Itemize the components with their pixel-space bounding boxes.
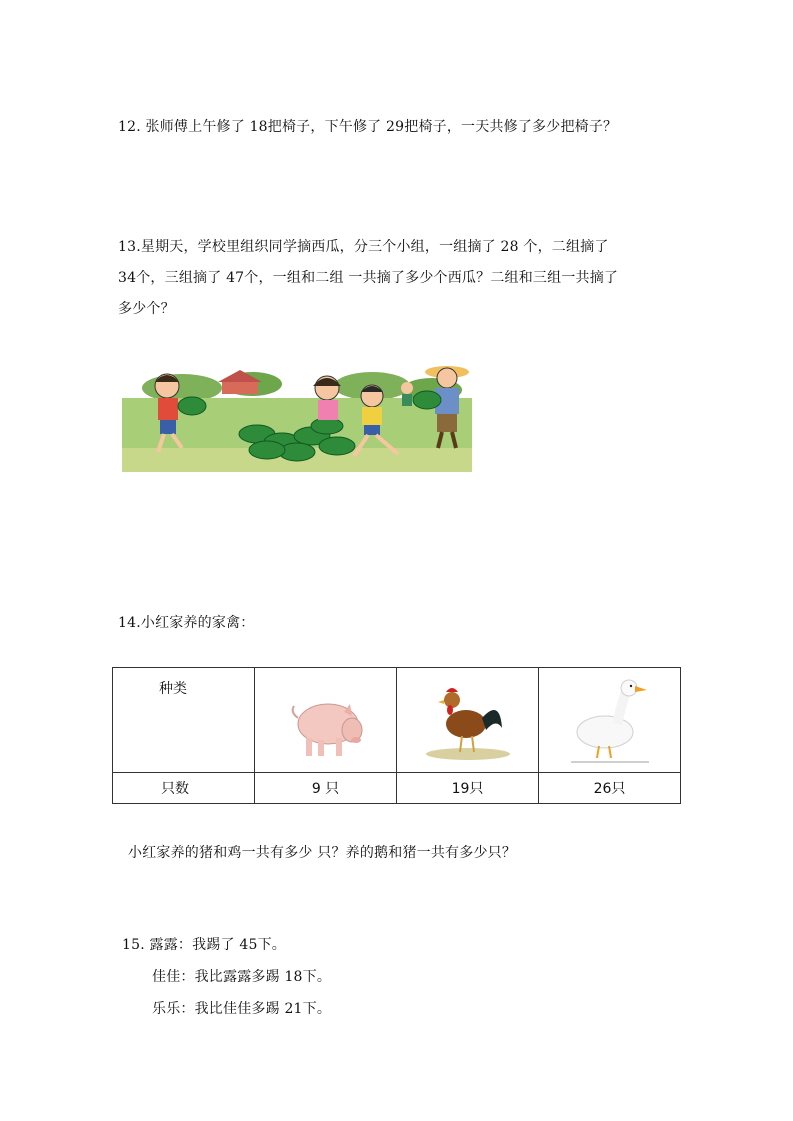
count-header-cell [113, 773, 255, 804]
question-13-line-2: 34个，三组摘了 47个，一组和二组 一共摘了多少个西瓜？二组和三组一共摘了 [118, 270, 619, 286]
table-row [113, 668, 681, 773]
pig-icon [286, 668, 366, 768]
table-header-cell [113, 668, 255, 773]
count-label: 只数 [161, 781, 189, 797]
rooster-count: 19只 [397, 773, 539, 804]
goose-count: 26只 [539, 773, 681, 804]
poultry-table [112, 667, 681, 804]
rooster-icon [420, 668, 516, 768]
watermelon-picking-illustration [122, 358, 472, 472]
question-14-text: 小红家养的猪和鸡一共有多少 只？养的鹅和猪一共有多少只？ [128, 845, 517, 861]
goose-icon [565, 668, 655, 768]
question-15-line-3: 乐乐：我比佳佳多踢 21下。 [152, 1001, 332, 1017]
question-15-line-2: 佳佳：我比露露多踢 18下。 [152, 969, 332, 985]
question-12: 12. 张师傅上午修了 18把椅子，下午修了 29把椅子，一天共修了多少把椅子？ [118, 119, 618, 135]
pig-cell [255, 668, 397, 773]
goose-cell [539, 668, 681, 773]
question-13-line-1: 13.星期天，学校里组织同学摘西瓜，分三个小组，一组摘了 28 个，二组摘了 [118, 239, 609, 255]
pig-count: 9 只 [255, 773, 397, 804]
question-14-title: 14.小红家养的家禽： [118, 615, 255, 631]
watermelon-scene-icon [122, 358, 472, 472]
species-label: 种类 [159, 681, 187, 697]
table-row [113, 773, 681, 804]
question-13-line-3: 多少个？ [118, 301, 175, 317]
question-15-line-1: 15. 露露：我踢了 45下。 [122, 937, 286, 953]
rooster-cell [397, 668, 539, 773]
